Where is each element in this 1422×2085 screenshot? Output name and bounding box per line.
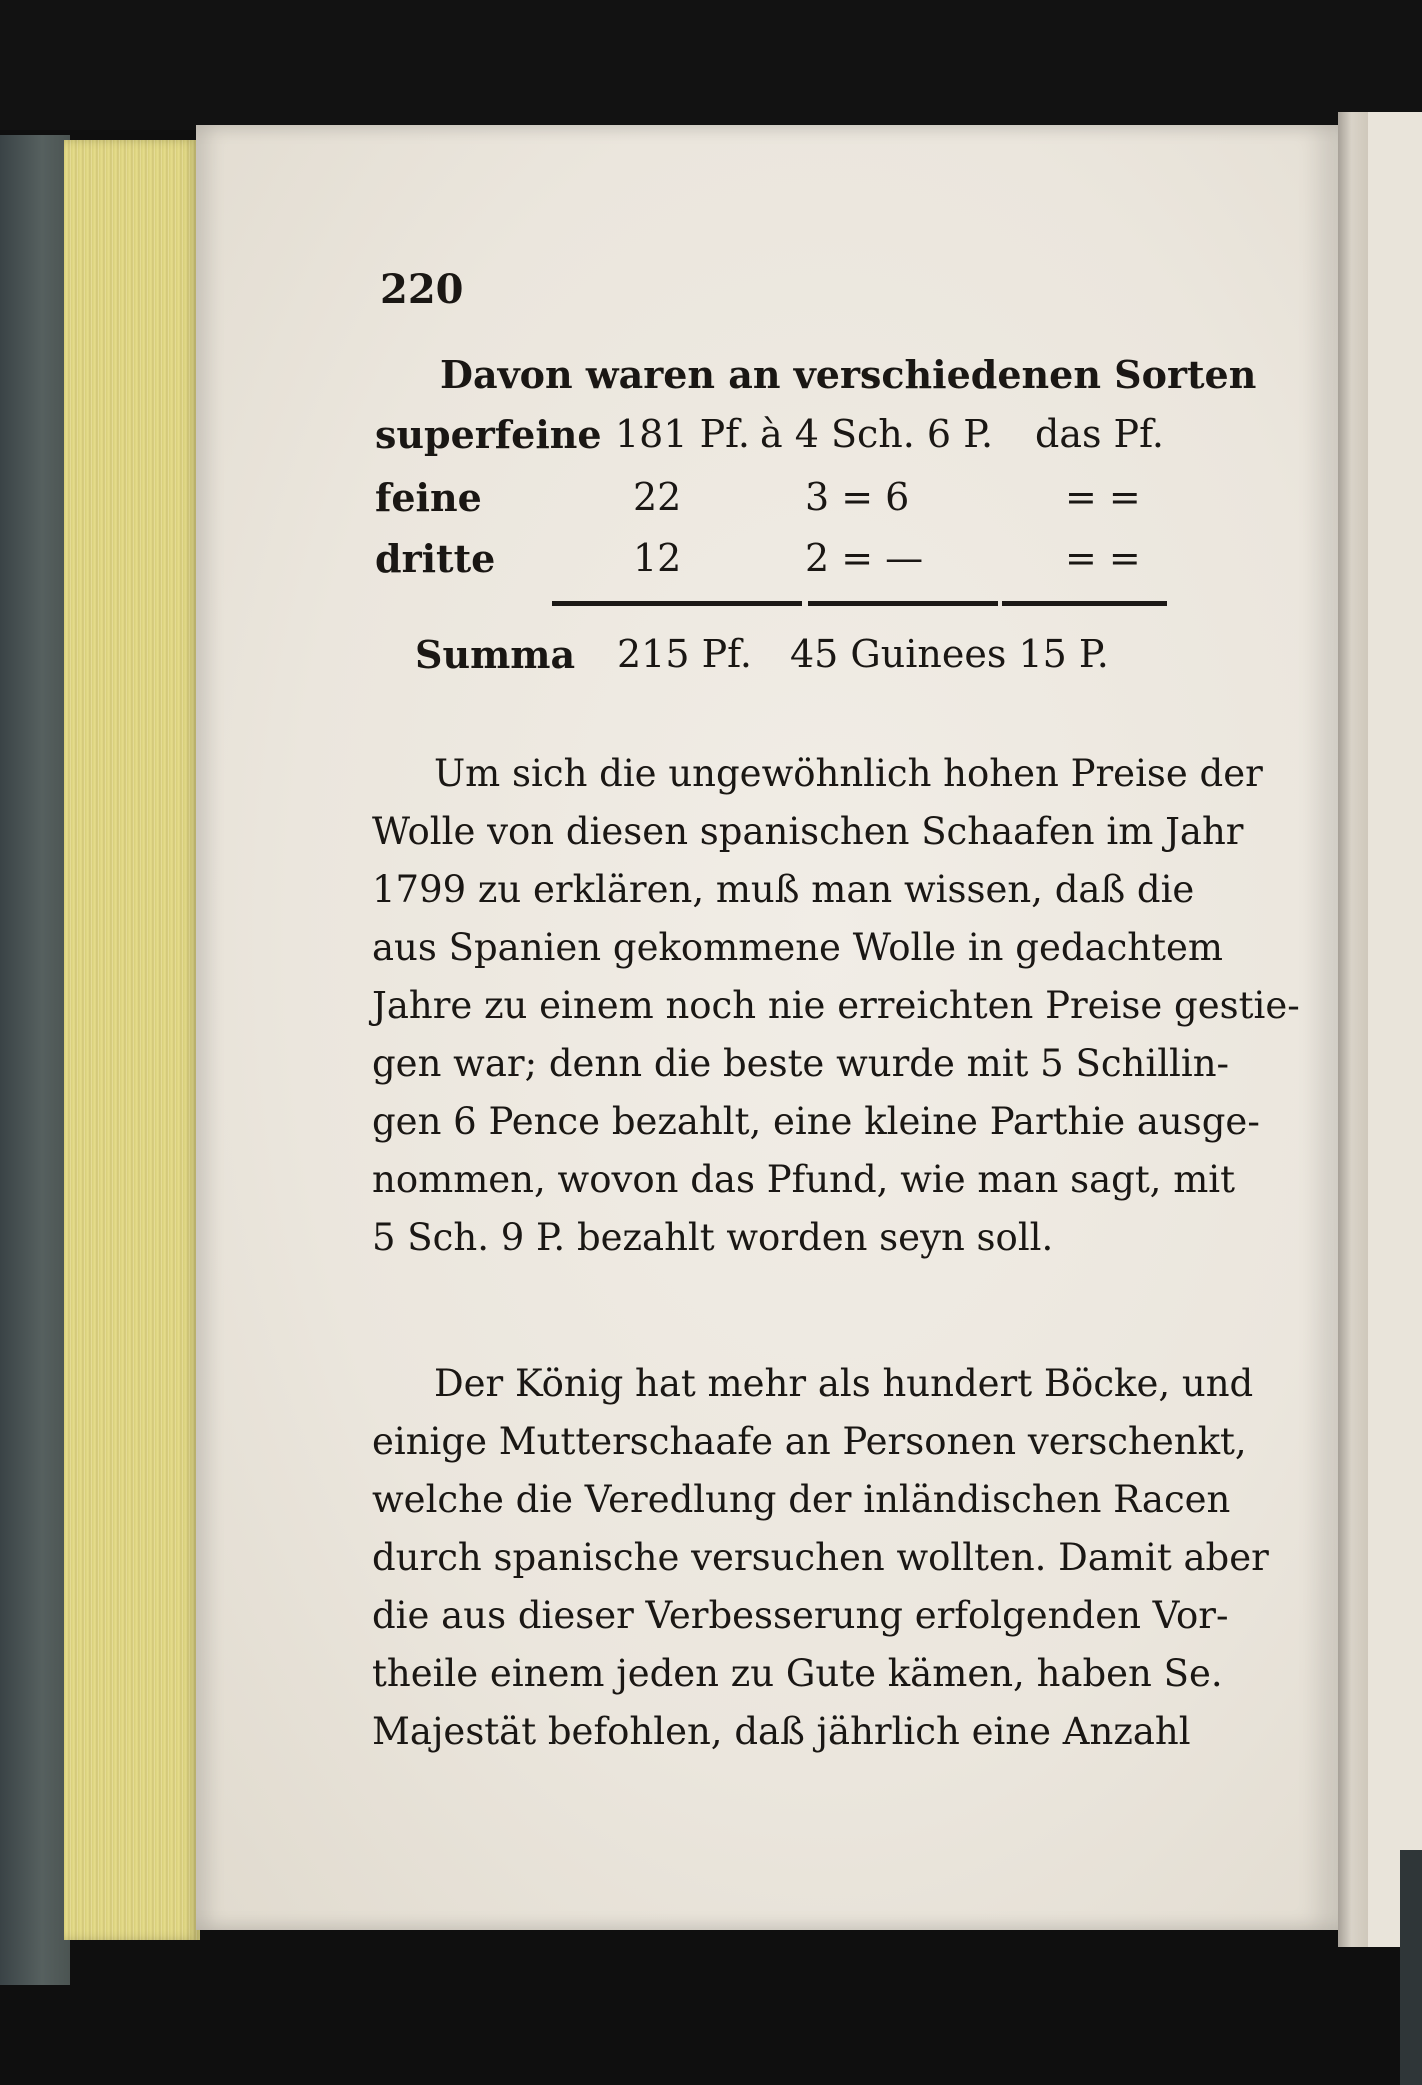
paragraph bbox=[372, 752, 1300, 1274]
sum-rule bbox=[808, 601, 998, 606]
book-cover-right bbox=[1400, 1850, 1422, 2085]
text-line: Der König hat mehr als hundert Böcke, und bbox=[434, 1362, 1254, 1405]
book-gutter bbox=[1338, 112, 1368, 1947]
row-label: dritte bbox=[375, 536, 496, 581]
row-unit: das Pf. bbox=[1035, 412, 1164, 456]
row-unit: = = bbox=[1065, 475, 1141, 519]
total-label: Summa bbox=[415, 632, 576, 677]
row-quantity: 22 bbox=[633, 475, 682, 519]
text-line: einige Mutterschaafe an Personen verschenkt, bbox=[372, 1420, 1247, 1463]
total-quantity: 215 Pf. bbox=[617, 632, 752, 676]
row-price: 3 = 6 bbox=[805, 475, 910, 519]
text-line: Um sich die ungewöhnlich hohen Preise der bbox=[434, 752, 1263, 795]
total-amount: 45 Guinees 15 P. bbox=[790, 632, 1109, 676]
book-cover-left bbox=[0, 135, 70, 1985]
table-row bbox=[375, 412, 1175, 468]
row-label: superfeine bbox=[375, 412, 602, 457]
text-line: 5 Sch. 9 P. bezahlt worden seyn soll. bbox=[372, 1216, 1054, 1259]
page-edges bbox=[64, 140, 200, 1940]
text-line: Wolle von diesen spanischen Schaafen im Jahr bbox=[372, 810, 1244, 853]
row-quantity: 181 Pf. bbox=[615, 412, 750, 456]
text-line: nommen, wovon das Pfund, wie man sagt, mit bbox=[372, 1158, 1235, 1201]
page-number: 220 bbox=[380, 266, 464, 313]
text-line: durch spanische versuchen wollten. Damit aber bbox=[372, 1536, 1269, 1579]
sum-rule bbox=[1002, 601, 1167, 606]
text-line: Majestät befohlen, daß jährlich eine Anzahl bbox=[372, 1710, 1191, 1753]
row-label: feine bbox=[375, 475, 482, 520]
background-top bbox=[0, 0, 1422, 130]
text-line: aus Spanien gekommene Wolle in gedachtem bbox=[372, 926, 1223, 969]
table-row bbox=[375, 475, 1175, 531]
text-line: die aus dieser Verbesserung erfolgenden Vor- bbox=[372, 1594, 1229, 1637]
table-row bbox=[375, 536, 1175, 592]
facing-page-edge bbox=[1368, 112, 1422, 1947]
total-row bbox=[415, 632, 1215, 688]
row-unit: = = bbox=[1065, 536, 1141, 580]
text-line: gen 6 Pence bezahlt, eine kleine Parthie ausge- bbox=[372, 1100, 1260, 1143]
text-line: welche die Veredlung der inländischen Racen bbox=[372, 1478, 1231, 1521]
text-line: Jahre zu einem noch nie erreichten Preise gestie- bbox=[372, 984, 1300, 1027]
text-line: 1799 zu erklären, muß man wissen, daß die bbox=[372, 868, 1195, 911]
row-price: à 4 Sch. 6 P. bbox=[760, 412, 994, 456]
row-price: 2 = — bbox=[805, 536, 924, 580]
paragraph bbox=[372, 1362, 1269, 1768]
text-line: theile einem jeden zu Gute kämen, haben Se. bbox=[372, 1652, 1223, 1695]
sum-rule bbox=[552, 601, 802, 606]
row-quantity: 12 bbox=[633, 536, 682, 580]
table-heading: Davon waren an verschiedenen Sorten bbox=[440, 352, 1257, 397]
text-line: gen war; denn die beste wurde mit 5 Schillin- bbox=[372, 1042, 1230, 1085]
